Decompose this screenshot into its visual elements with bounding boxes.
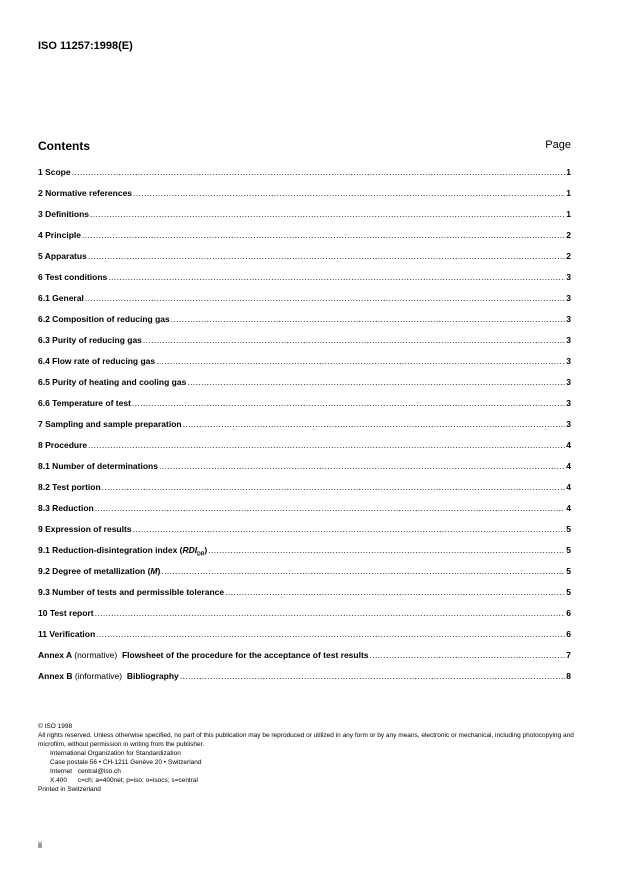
leader-dots — [88, 251, 565, 261]
toc-entry-title: 8.1 Number of determinations — [38, 461, 158, 471]
leader-dots — [72, 167, 566, 177]
toc-entry-page: 5 — [566, 524, 571, 534]
organization-address: Case postale 56 • CH-1211 Genève 20 • Switzerland — [50, 759, 202, 766]
toc-entry-page: 3 — [566, 335, 571, 345]
leader-dots — [159, 461, 565, 471]
leader-dots — [208, 545, 565, 555]
toc-entry-page: 3 — [566, 356, 571, 366]
leader-dots — [183, 419, 566, 429]
rdi-symbol: RDI — [182, 545, 198, 555]
toc-entry-title-suffix: ) — [157, 566, 161, 576]
toc-entry-page: 8 — [566, 671, 571, 681]
toc-entry-page: 6 — [566, 629, 571, 639]
toc-entry-annex[interactable] — [38, 671, 571, 692]
toc-entry[interactable] — [38, 314, 571, 335]
toc-entry[interactable] — [38, 188, 571, 209]
toc-entry-title: 6.2 Composition of reducing gas — [38, 314, 170, 324]
toc-entry[interactable] — [38, 608, 571, 629]
leader-dots — [143, 335, 565, 345]
toc-entry[interactable] — [38, 587, 571, 608]
x400-contact — [38, 776, 578, 785]
leader-dots — [370, 650, 566, 660]
x400-label: X.400 — [50, 777, 67, 784]
leader-dots — [161, 566, 565, 576]
toc-entry-page: 3 — [566, 377, 571, 387]
toc-entry[interactable] — [38, 209, 571, 230]
document-id: ISO 11257:1998(E) — [38, 40, 133, 52]
x400-address: c=ch; a=400net; p=iso; o=isocs; s=central — [77, 777, 198, 784]
contents-heading: Contents — [38, 139, 90, 153]
toc-entry-page: 6 — [566, 608, 571, 618]
toc-entry-title — [38, 566, 160, 576]
internet-address[interactable]: central@iso.ch — [77, 768, 121, 775]
leader-dots — [88, 440, 565, 450]
leader-dots — [82, 230, 565, 240]
toc-entry[interactable] — [38, 377, 571, 398]
page-number: ii — [38, 840, 42, 850]
toc-entry[interactable] — [38, 272, 571, 293]
leader-dots — [102, 482, 566, 492]
toc-entry-title: 8.2 Test portion — [38, 482, 101, 492]
page-column-heading: Page — [545, 139, 571, 151]
toc-entry-page: 3 — [566, 314, 571, 324]
toc-entry-page: 4 — [566, 461, 571, 471]
toc-entry-title-suffix: ) — [204, 545, 208, 555]
toc-entry-page: 5 — [566, 545, 571, 555]
toc-entry[interactable] — [38, 461, 571, 482]
toc-entry[interactable] — [38, 398, 571, 419]
leader-dots — [171, 314, 566, 324]
leader-dots — [95, 608, 566, 618]
toc-entry[interactable] — [38, 419, 571, 440]
leader-dots — [95, 503, 566, 513]
leader-dots — [225, 587, 565, 597]
toc-entry-title — [38, 650, 369, 660]
toc-entry-title: 6 Test conditions — [38, 272, 108, 282]
internet-label: Internet — [50, 768, 73, 775]
toc-entry-title-prefix: 9.1 Reduction-disintegration index ( — [38, 545, 183, 555]
copyright-notice — [38, 722, 578, 794]
toc-entry[interactable] — [38, 440, 571, 461]
annex-title: Bibliography — [126, 671, 179, 681]
printed-in: Printed in Switzerland — [38, 786, 101, 793]
toc-entry-page: 3 — [566, 398, 571, 408]
leader-dots — [180, 671, 565, 681]
toc-entry-title: 2 Normative references — [38, 188, 133, 198]
toc-entry-page: 5 — [566, 587, 571, 597]
leader-dots — [156, 356, 565, 366]
toc-entry-page: 1 — [566, 209, 571, 219]
toc-entry-page: 3 — [566, 419, 571, 429]
toc-entry[interactable] — [38, 167, 571, 188]
toc-entry-page: 3 — [566, 272, 571, 282]
rights-statement: All rights reserved. Unless otherwise specified, no part of this publication may be reproduced or utilized in any form or by any means, electronic or mechanical, including photocopying and microfilm, without permission in writing from the publisher. — [38, 732, 574, 748]
table-of-contents — [38, 167, 571, 692]
leader-dots — [187, 377, 565, 387]
toc-entry-title: 8.3 Reduction — [38, 503, 94, 513]
toc-entry-title: 6.5 Purity of heating and cooling gas — [38, 377, 187, 387]
organization-name: International Organization for Standardization — [50, 750, 181, 757]
toc-entry-title: 10 Test report — [38, 608, 94, 618]
annex-title: Flowsheet of the procedure for the acceptance of test results — [121, 650, 369, 660]
toc-entry-annex[interactable] — [38, 650, 571, 671]
toc-entry[interactable] — [38, 335, 571, 356]
toc-entry-page: 4 — [566, 440, 571, 450]
toc-entry[interactable] — [38, 482, 571, 503]
toc-entry-title: 11 Verification — [38, 629, 96, 639]
toc-entry-title: 6.6 Temperature of test — [38, 398, 131, 408]
toc-entry[interactable] — [38, 545, 571, 566]
toc-entry[interactable] — [38, 356, 571, 377]
metallization-symbol: M — [150, 566, 158, 576]
toc-entry-title-prefix: 9.2 Degree of metallization ( — [38, 566, 151, 576]
annex-label: Annex A — [38, 650, 72, 660]
annex-kind: (informative) — [74, 671, 123, 681]
toc-entry[interactable] — [38, 230, 571, 251]
toc-entry-page: 3 — [566, 293, 571, 303]
toc-entry[interactable] — [38, 566, 571, 587]
leader-dots — [108, 272, 565, 282]
toc-entry-title — [38, 545, 207, 558]
leader-dots — [96, 629, 565, 639]
toc-entry[interactable] — [38, 524, 571, 545]
leader-dots — [85, 293, 565, 303]
toc-entry-page: 2 — [566, 251, 571, 261]
toc-entry-page: 1 — [566, 167, 571, 177]
leader-dots — [132, 398, 565, 408]
toc-entry-page: 4 — [566, 503, 571, 513]
leader-dots — [133, 188, 565, 198]
internet-contact — [38, 767, 578, 776]
toc-entry-page: 7 — [566, 650, 571, 660]
toc-entry-title: 7 Sampling and sample preparation — [38, 419, 182, 429]
toc-entry-title: 1 Scope — [38, 167, 71, 177]
rdi-subscript: DR — [197, 551, 205, 558]
toc-entry-page: 2 — [566, 230, 571, 240]
toc-entry-title — [38, 671, 179, 681]
copyright-line: © ISO 1998 — [38, 723, 73, 730]
toc-entry-page: 4 — [566, 482, 571, 492]
toc-entry[interactable] — [38, 293, 571, 314]
toc-entry-title: 4 Principle — [38, 230, 81, 240]
toc-entry[interactable] — [38, 251, 571, 272]
toc-entry-title: 8 Procedure — [38, 440, 88, 450]
toc-entry-title: 9 Expression of results — [38, 524, 132, 534]
leader-dots — [90, 209, 565, 219]
annex-kind: (normative) — [74, 650, 118, 660]
leader-dots — [133, 524, 566, 534]
toc-entry-title: 6.3 Purity of reducing gas — [38, 335, 142, 345]
toc-entry-page: 1 — [566, 188, 571, 198]
annex-label: Annex B — [38, 671, 73, 681]
toc-entry[interactable] — [38, 629, 571, 650]
toc-entry-page: 5 — [566, 566, 571, 576]
toc-entry-title: 5 Apparatus — [38, 251, 87, 261]
toc-entry-title: 9.3 Number of tests and permissible tolerance — [38, 587, 225, 597]
toc-entry[interactable] — [38, 503, 571, 524]
toc-entry-title: 6.1 General — [38, 293, 84, 303]
toc-entry-title: 3 Definitions — [38, 209, 90, 219]
toc-entry-title: 6.4 Flow rate of reducing gas — [38, 356, 156, 366]
